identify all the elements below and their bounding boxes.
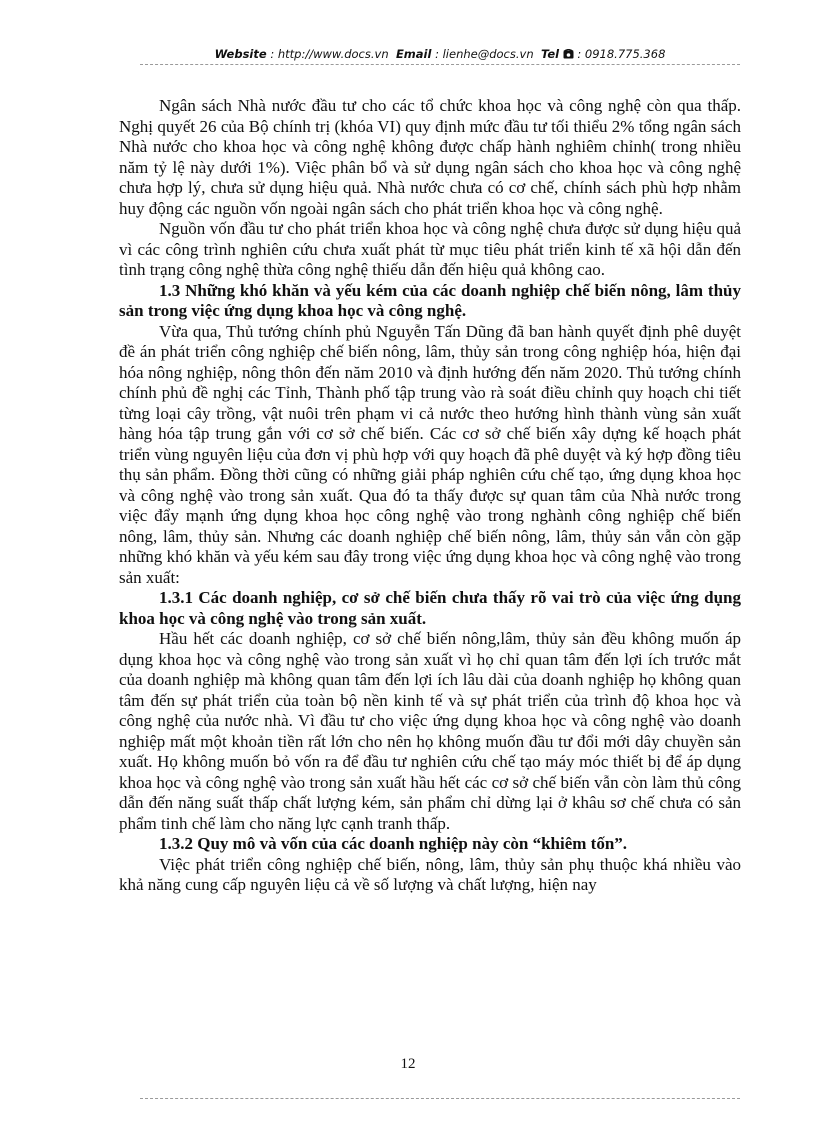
email-label: Email xyxy=(395,47,432,61)
heading-1-3-1: 1.3.1 Các doanh nghiệp, cơ sở chế biến chưa thấy rõ vai trò của việc ứng dụng khoa học và công nghệ vào trong sản xuất. xyxy=(119,588,741,628)
heading-1-3-2: 1.3.2 Quy mô và vốn của các doanh nghiệp này còn “khiêm tốn”. xyxy=(159,834,628,853)
footer-divider xyxy=(140,1098,740,1099)
paragraph-government-decision: Vừa qua, Thủ tướng chính phủ Nguyễn Tấn Dũng đã ban hành quyết định phê duyệt đề án phát triển công nghiệp chế biến nông, lâm, thủy sản trong công nghiệp hóa, hiện đại hóa nông nghiệp, nông thôn đến năm 2010 và định hướng đến năm 2020. Thủ tướng chính chính phủ đề nghị các Tỉnh, Thành phố tập trung vào rà soát điều chỉnh quy hoạch chi tiết từng loại cây trồng, vật nuôi trên phạm vi cả nước theo hướng hình thành vùng sản xuất hàng hóa tập trung gắn với cơ sở chế biến. Các cơ sở chế biến xây dựng kế hoạch phát triển vùng nguyên liệu của đơn vị phù hợp với quy hoạch đã phê duyệt và ký hợp đồng tiêu thụ sản phẩm. Đồng thời cũng có những giải pháp nghiên cứu chế tạo, ứng dụng khoa học và công nghệ vào trong sản xuất. Qua đó ta thấy được sự quan tâm của Nhà nước trong việc đẩy mạnh ứng dụng khoa học công nghệ vào trong nghành công nghiệp chế biến nông, lâm, thủy sản. Nhưng các doanh nghiệp chế biến nông, lâm, thủy sản vẫn còn gặp những khó khăn và yếu kém sau đây trong việc ứng dụng khoa học và công nghệ vào trong sản xuất: xyxy=(119,321,741,587)
page-header xyxy=(140,47,740,61)
page-number: 12 xyxy=(400,1056,416,1072)
phone-icon xyxy=(563,47,574,61)
paragraph-enterprises: Hầu hết các doanh nghiệp, cơ sở chế biến nông,lâm, thủy sản đều không muốn áp dụng khoa học và công nghệ vào trong sản xuất vì họ chỉ quan tâm đến lợi ích trước mắt của doanh nghiệp mà không quan tâm đến lợi ích lâu dài của doanh nghiệp họ không quan tâm đến sự phát triển của toàn bộ nền kinh tế và sự phát triển của trình độ khoa học và công nghệ của nước nhà. Vì đầu tư cho việc ứng dụng khoa học và công nghệ vào doanh nghiệp mất một khoản tiền rất lớn cho nên họ không muốn đầu tư đổi mới dây chuyền sản xuất. Họ không muốn bỏ vốn ra để đầu tư nghiên cứu chế tạo máy móc thiết bị để áp dụng khoa học và công nghệ vào trong sản xuất hầu hết các cơ sở chế biến vẫn còn làm thủ công dẫn đến năng suất thấp chất lượng kém, sản phẩm chỉ dừng lại ở khâu sơ chế chưa có sản phẩm tinh chế làm cho năng lực cạnh tranh thấp. xyxy=(119,629,741,833)
document-body xyxy=(119,96,741,896)
paragraph-budget: Ngân sách Nhà nước đầu tư cho các tổ chức khoa học và công nghệ còn qua thấp. Nghị quyết 26 của Bộ chính trị (khóa VI) quy định mức đầu tư tối thiểu 2% tổng ngân sách Nhà nước cho khoa học và công nghệ không được chấp hành nghiêm chỉnh( trong nhiều năm tỷ lệ này dưới 1%). Việc phân bổ và sử dụng ngân sách cho khoa học và công nghệ chưa hợp lý, chưa sử dụng hiệu quả. Nhà nước chưa có cơ chế, chính sách phù hợp nhằm huy động các nguồn vốn ngoài ngân sách cho phát triển khoa học và công nghệ. xyxy=(119,96,741,218)
email-value: : lienhe@docs.vn xyxy=(435,47,534,61)
tel-value: : 0918.775.368 xyxy=(577,47,666,61)
paragraph-scale-capital: Việc phát triển công nghiệp chế biến, nông, lâm, thủy sản phụ thuộc khá nhiều vào khả năng cung cấp nguyên liệu cả về số lượng và chất lượng, hiện nay xyxy=(119,854,741,894)
website-label: Website xyxy=(214,47,267,61)
heading-1-3: 1.3 Những khó khăn và yếu kém của các doanh nghiệp chế biến nông, lâm thủy sản trong việc ứng dụng khoa học và công nghệ. xyxy=(119,280,741,320)
header-divider xyxy=(140,64,740,65)
paragraph-investment: Nguồn vốn đầu tư cho phát triển khoa học và công nghệ chưa được sử dụng hiệu quả vì các công trình nghiên cứu chưa xuất phát từ mục tiêu phát triển kinh tế xã hội dẫn đến tình trạng công nghệ thừa công nghệ thiếu dẫn đến hiệu quả không cao. xyxy=(119,219,741,279)
tel-label: Tel xyxy=(540,47,560,61)
website-value: : http://www.docs.vn xyxy=(270,47,389,61)
